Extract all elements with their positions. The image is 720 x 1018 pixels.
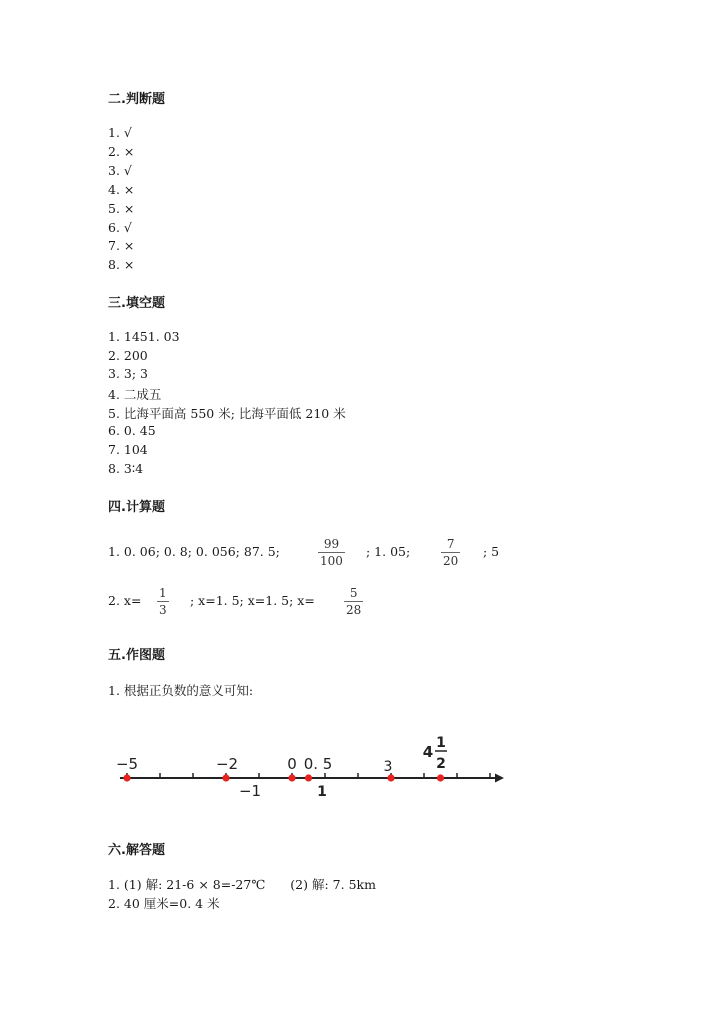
list-item: 3. 3; 3: [108, 366, 148, 381]
fraction-bar: [344, 601, 363, 602]
list-item: 5. ×: [108, 201, 135, 216]
fraction-7-20: [441, 537, 460, 568]
label-1: 1: [317, 784, 327, 800]
label-mixed-4-1-2: [423, 735, 447, 772]
list-item: 2. ×: [108, 144, 135, 159]
marked-point: [288, 774, 295, 781]
fraction-numerator: 5: [349, 586, 358, 600]
marked-point: [123, 774, 130, 781]
mixed-whole: 4: [422, 743, 434, 761]
section-title-drawing: 五.作图题: [108, 648, 165, 663]
calc-line1-mid: ; 1. 05;: [366, 544, 411, 559]
list-item: 8. ×: [108, 257, 135, 272]
list-item: 6. √: [108, 220, 132, 235]
list-item: 1. (1) 解: 21-6 × 8=-27℃ (2) 解: 7. 5km: [108, 877, 376, 892]
fraction-denominator: 28: [346, 603, 362, 617]
marked-point: [437, 774, 444, 781]
label-neg1: −1: [238, 782, 262, 800]
calc-line2-mid: ; x=1. 5; x=1. 5; x=: [190, 593, 315, 608]
list-item: 8. 3∶4: [108, 461, 144, 476]
fraction-denominator: 3: [159, 603, 167, 617]
list-item: 1. √: [108, 125, 132, 140]
fraction-denominator: 100: [320, 554, 343, 568]
mixed-numerator: 1: [436, 735, 446, 751]
drawing-item: 1. 根据正负数的意义可知:: [108, 683, 254, 698]
fraction-5-28: [344, 586, 363, 617]
marked-point: [305, 774, 312, 781]
section-title-calculation: 四.计算题: [108, 500, 165, 515]
label-neg5: −5: [115, 755, 139, 773]
calc-line1-suffix: ; 5: [483, 544, 500, 559]
fraction-bar: [157, 601, 169, 602]
label-3: 3: [383, 759, 393, 775]
fraction-denominator: 20: [443, 554, 459, 568]
list-item: 4. ×: [108, 182, 135, 197]
list-item: 4. 二成五: [108, 387, 162, 402]
calc-line2-prefix: 2. x=: [108, 593, 142, 608]
calc-line1-prefix: 1. 0. 06; 0. 8; 0. 056; 87. 5;: [108, 544, 280, 559]
section-title-fill-blank: 三.填空题: [108, 296, 165, 311]
fraction-numerator: 1: [159, 586, 167, 600]
marked-point: [222, 774, 229, 781]
list-item: 3. √: [108, 163, 132, 178]
list-item: 2. 200: [108, 348, 148, 363]
list-item: 2. 40 厘米=0. 4 米: [108, 896, 220, 911]
list-item: 7. ×: [108, 238, 135, 253]
fraction-99-100: [318, 537, 345, 568]
fraction-bar: [318, 552, 345, 553]
fraction-numerator: 99: [323, 537, 340, 551]
section-title-judgment: 二.判断题: [108, 92, 165, 107]
number-line-arrow-icon: [495, 774, 504, 783]
list-item: 7. 104: [108, 442, 148, 457]
fraction-bar: [441, 552, 460, 553]
list-item: 1. 1451. 03: [108, 329, 180, 344]
list-item: 6. 0. 45: [108, 423, 156, 438]
label-0: 0: [287, 755, 297, 773]
mixed-denominator: 2: [436, 756, 446, 772]
fraction-1-3: [157, 586, 169, 617]
list-item: 5. 比海平面高 550 米; 比海平面低 210 米: [108, 406, 346, 421]
number-line: [110, 725, 510, 805]
fraction-numerator: 7: [446, 537, 455, 551]
label-neg2: −2: [215, 755, 239, 773]
marked-point: [387, 774, 394, 781]
label-0-5: 0. 5: [303, 755, 333, 773]
section-title-answers: 六.解答题: [108, 843, 165, 858]
